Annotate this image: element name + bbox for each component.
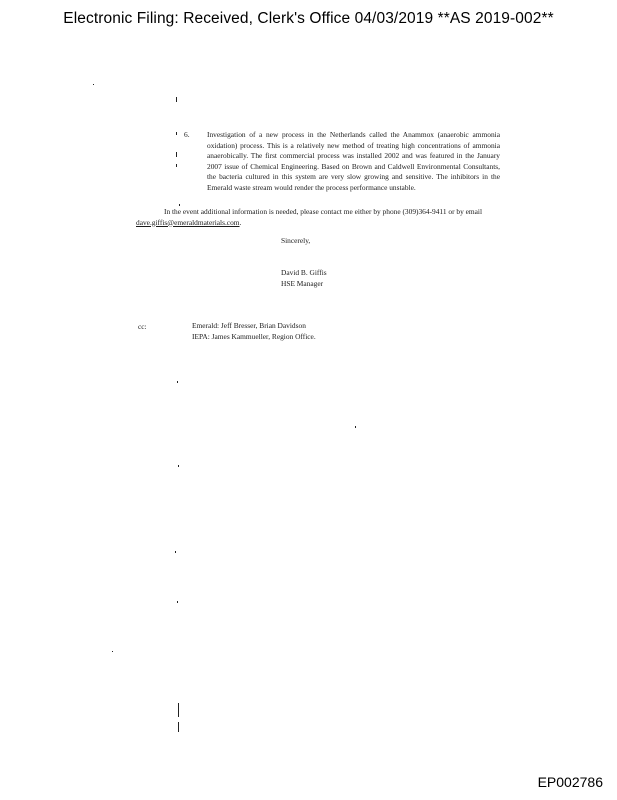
signature-title: HSE Manager [281, 279, 324, 288]
filing-header: Electronic Filing: Received, Clerk's Office 04/03/2019 **AS 2019-002** [63, 10, 554, 27]
cc-label: cc: [138, 322, 147, 331]
list-item-number: 6. [184, 130, 190, 139]
list-item-6 [184, 130, 500, 194]
scan-mark [179, 204, 180, 206]
scan-mark [177, 381, 178, 383]
list-item-text: Investigation of a new process in the Netherlands called the Anammox (anaerobic ammonia oxidation) process. This is a relatively new method of treating high concentrations of ammonia anaerobically. The first commercial process was installed 2002 and was featured in the January 2007 issue of Chemical Engineering. Based on Brown and Caldwell Environmental Consultants, the bacteria cultured in this system are very slow growing and sensitive. The inhibitors in the Emerald waste stream would render the process performance unstable. [207, 130, 500, 192]
scan-mark [176, 132, 177, 135]
cc-line-emerald: Emerald: Jeff Bresser, Brian Davidson [192, 321, 306, 330]
cc-line-iepa: IEPA: James Kammueller, Region Office. [192, 331, 316, 341]
scan-mark [112, 651, 113, 652]
scan-mark [178, 465, 179, 467]
scan-mark [176, 164, 177, 167]
scan-mark [178, 703, 179, 717]
contact-end: . [239, 217, 242, 227]
contact-text: In the event additional information is needed, please contact me either by phone (309)364-9411 or by email [164, 207, 483, 216]
signature-name: David B. Giffis [281, 268, 327, 277]
scan-mark [175, 551, 176, 553]
contact-paragraph [136, 207, 498, 228]
cc-list [192, 321, 316, 342]
bates-number: EP002786 [537, 774, 603, 790]
scan-mark [176, 152, 177, 157]
email-link[interactable]: dave.giffis@emeraldmaterials.com [136, 217, 240, 227]
scan-mark [176, 97, 177, 102]
closing-sincerely: Sincerely, [281, 236, 311, 245]
scan-mark [178, 722, 179, 732]
scan-mark [93, 84, 94, 85]
scan-mark [355, 426, 356, 428]
scan-mark [177, 601, 178, 603]
